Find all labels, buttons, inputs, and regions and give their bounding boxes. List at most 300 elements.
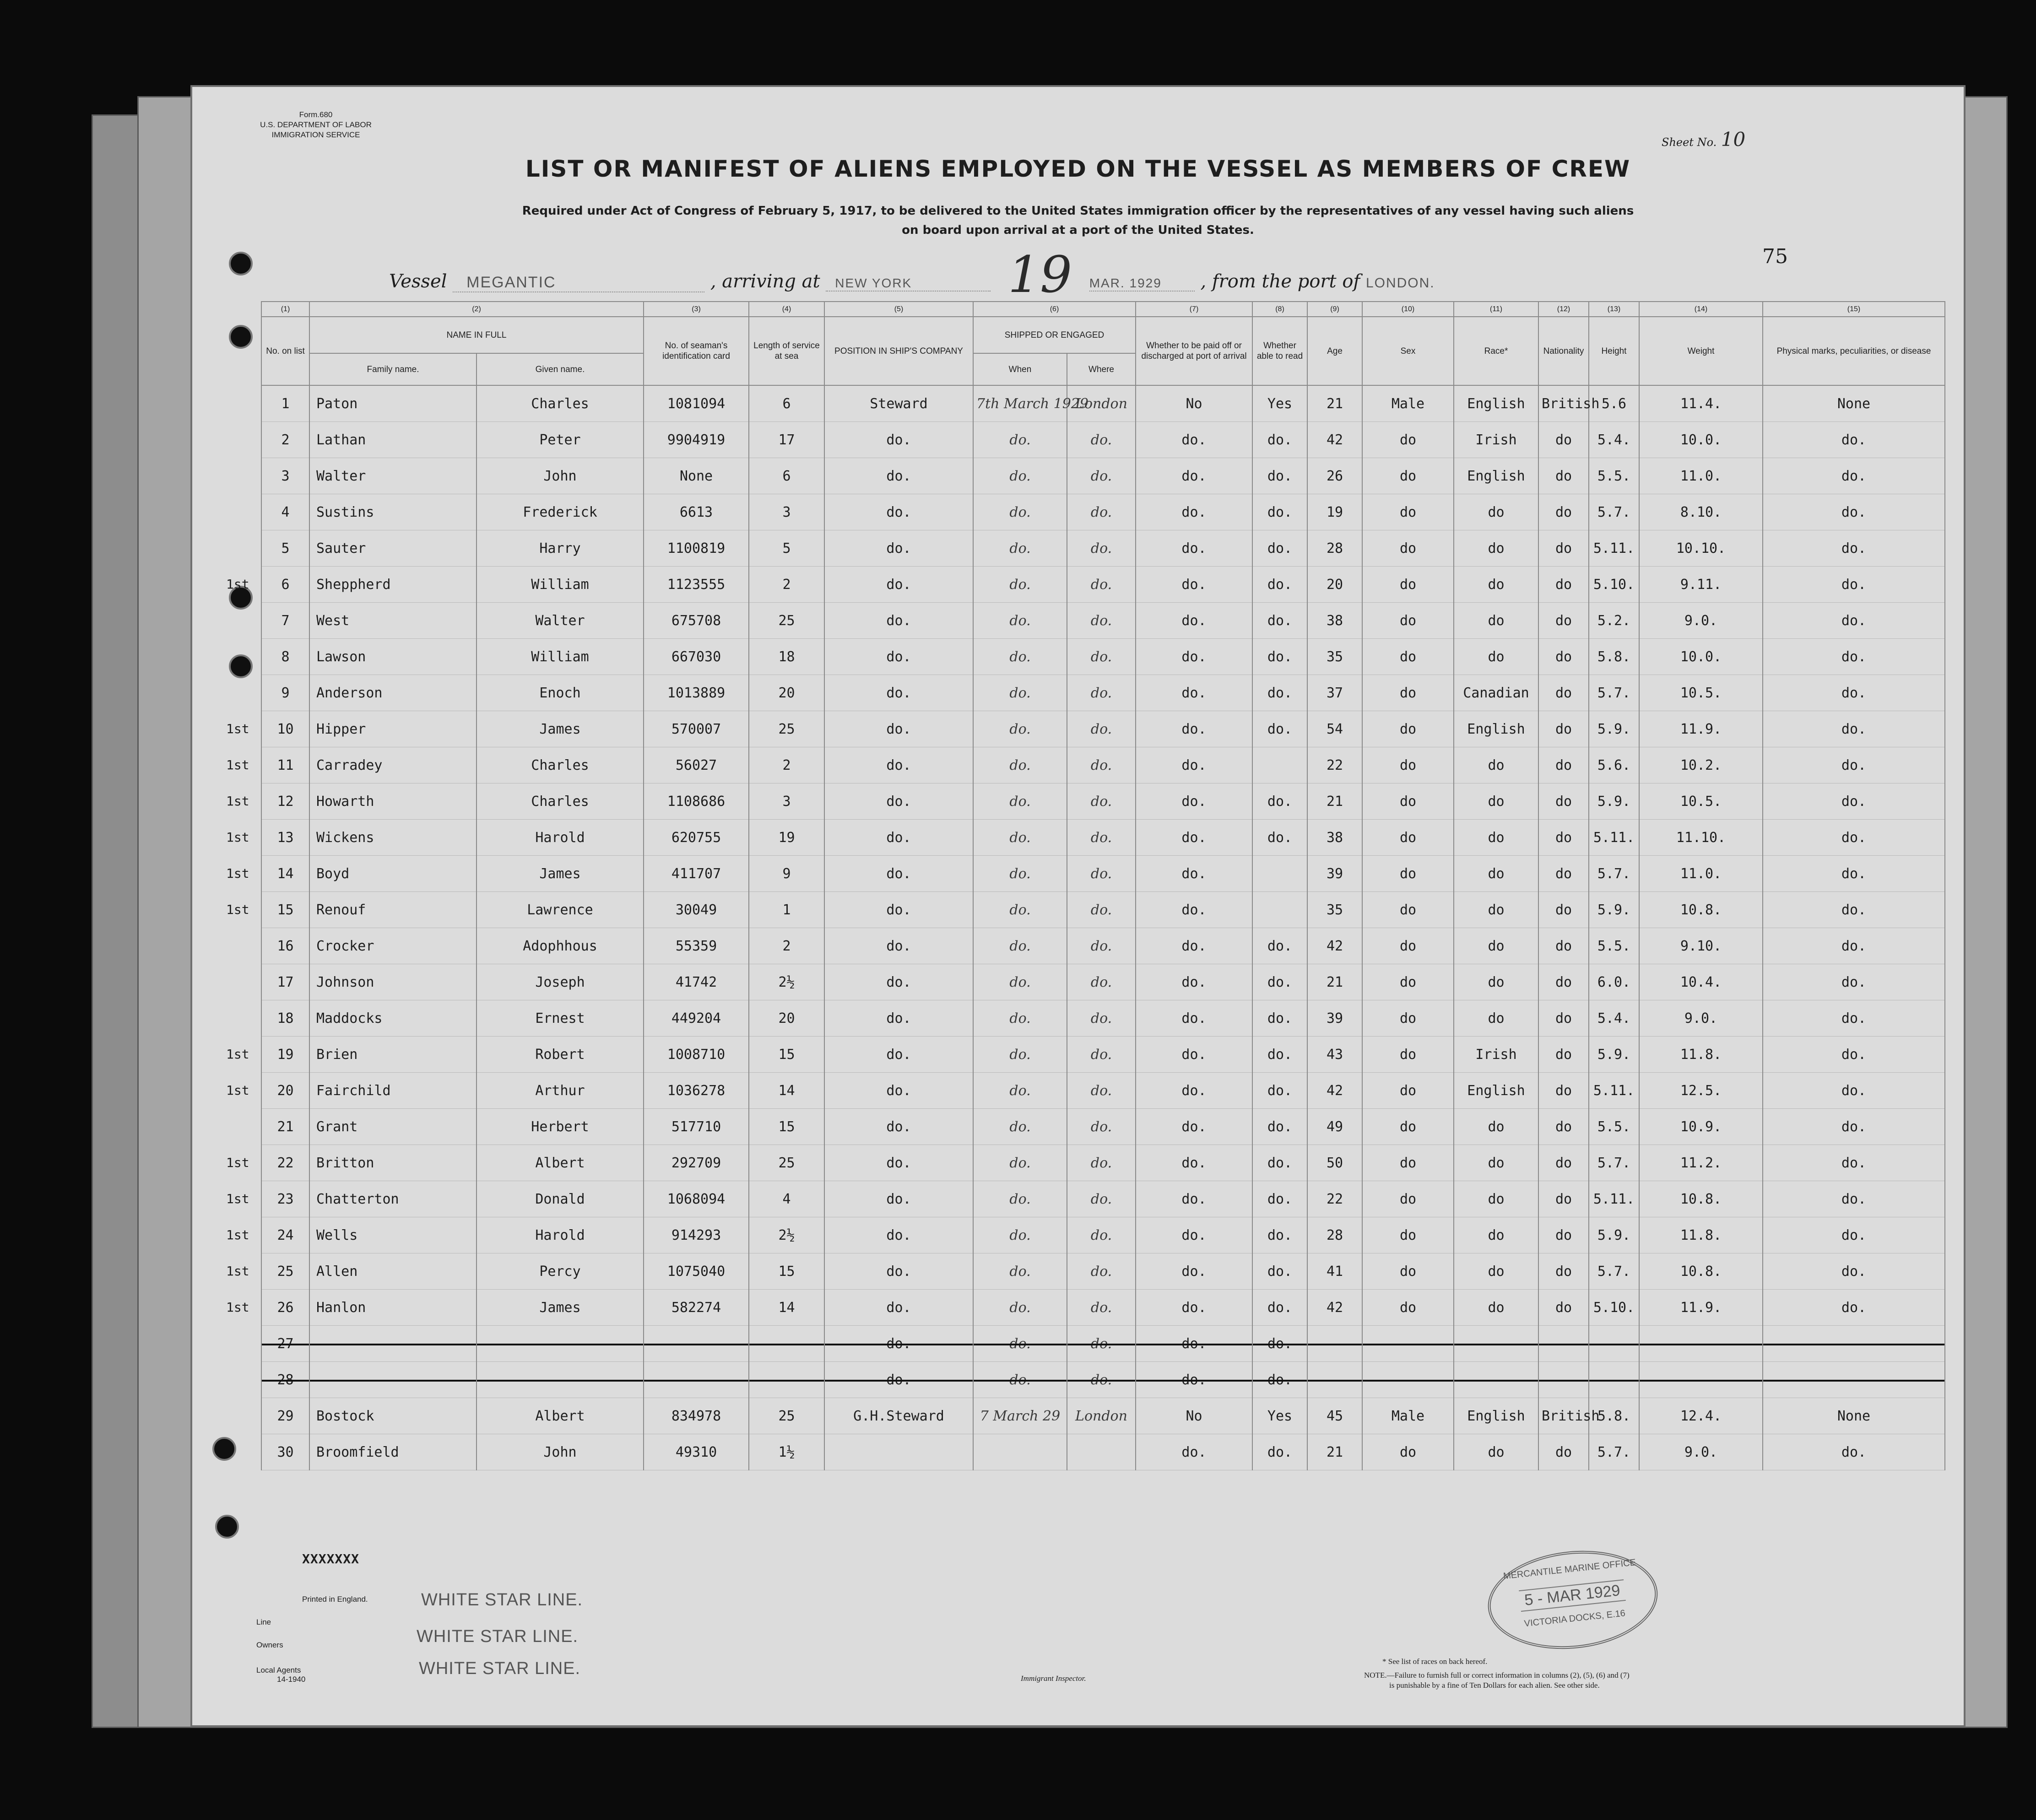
row-number: 10 (277, 721, 294, 737)
id-card-number-cell: 1068094 (644, 1181, 749, 1217)
weight-cell: 10.0. (1639, 422, 1763, 458)
length-of-service-cell: 4 (749, 1181, 824, 1217)
given-name-cell: Lawrence (477, 892, 644, 928)
age-cell: 50 (1307, 1145, 1362, 1181)
row-number-cell (226, 1145, 309, 1181)
given-name-cell: Robert (477, 1037, 644, 1073)
able-to-read-cell: do. (1252, 1037, 1307, 1073)
able-to-read-cell: do. (1252, 1181, 1307, 1217)
physical-marks-cell: do. (1763, 639, 1945, 675)
given-name-cell: William (477, 639, 644, 675)
nationality-cell: do (1538, 1145, 1589, 1181)
row-number-cell (261, 422, 309, 458)
able-to-read-cell: do. (1252, 1145, 1307, 1181)
shipped-when-cell: do. (973, 1181, 1067, 1217)
header-when: When (973, 353, 1067, 385)
row-number: 2 (281, 432, 290, 448)
paid-off-cell: do. (1136, 1253, 1252, 1290)
physical-marks-cell: do. (1763, 820, 1945, 856)
position-cell: do. (824, 458, 973, 494)
length-of-service-cell: 5 (749, 530, 824, 567)
given-name-cell: Charles (477, 385, 644, 422)
first-class-mark: 1st (226, 1155, 249, 1170)
sheet-label: Sheet No. (1662, 136, 1717, 149)
length-of-service-cell: 3 (749, 494, 824, 530)
department-name: U.S. DEPARTMENT OF LABOR (260, 120, 372, 129)
penalty-note-line-1: NOTE.—Failure to furnish full or correct information in columns (2), (5), (6) and (7) (1364, 1671, 1630, 1680)
nationality-cell: do (1538, 1181, 1589, 1217)
id-card-number-cell: 582274 (644, 1290, 749, 1326)
first-class-mark: 1st (226, 902, 249, 917)
shipped-where-cell: do. (1067, 494, 1136, 530)
nationality-cell: do (1538, 1217, 1589, 1253)
id-card-number-cell: 1081094 (644, 385, 749, 422)
position-cell: do. (824, 1217, 973, 1253)
family-name-cell: Hanlon (309, 1290, 477, 1326)
family-name-cell: Boyd (309, 856, 477, 892)
nationality-cell: do (1538, 1290, 1589, 1326)
shipped-when-cell: do. (973, 675, 1067, 711)
arriving-label: , arriving at (710, 271, 820, 292)
header-where: Where (1067, 353, 1136, 385)
length-of-service-cell: 2½ (749, 964, 824, 1000)
table-row (261, 1362, 1945, 1398)
nationality-cell: do (1538, 1434, 1589, 1470)
mercantile-marine-office-stamp (1483, 1543, 1662, 1657)
paid-off-cell: do. (1136, 747, 1252, 783)
table-row (261, 856, 1945, 892)
age-cell: 42 (1307, 1290, 1362, 1326)
first-class-mark: 1st (226, 721, 249, 736)
height-cell: 5.6 (1589, 385, 1639, 422)
race-cell: do (1454, 1217, 1538, 1253)
position-cell: do. (824, 675, 973, 711)
col-num-10: (10) (1362, 302, 1454, 317)
row-number-cell (261, 639, 309, 675)
id-card-number-cell: 1013889 (644, 675, 749, 711)
height-cell: 5.2. (1589, 603, 1639, 639)
id-card-number-cell: 1100819 (644, 530, 749, 567)
page-subtitle (284, 201, 1872, 240)
col-num-3: (3) (644, 302, 749, 317)
race-cell: do (1454, 747, 1538, 783)
shipped-where-cell: do. (1067, 747, 1136, 783)
shipped-where-cell: do. (1067, 783, 1136, 820)
race-cell: Canadian (1454, 675, 1538, 711)
row-number-cell (226, 1253, 309, 1290)
table-row (261, 820, 1945, 856)
row-number-cell (261, 1326, 309, 1362)
punch-hole (229, 654, 253, 678)
given-name-cell: Charles (477, 747, 644, 783)
row-number-cell (261, 385, 309, 422)
race-cell: do (1454, 928, 1538, 964)
height-cell: 5.6. (1589, 747, 1639, 783)
length-of-service-cell: 2½ (749, 1217, 824, 1253)
manifest-sheet (192, 87, 1964, 1725)
race-cell: do (1454, 639, 1538, 675)
shipped-where-cell: do. (1067, 1181, 1136, 1217)
paid-off-cell: do. (1136, 1434, 1252, 1470)
race-cell: do (1454, 1000, 1538, 1037)
physical-marks-cell: do. (1763, 1073, 1945, 1109)
sheet-number-block (1662, 128, 1745, 151)
shipped-where-cell: do. (1067, 1362, 1136, 1398)
weight-cell: 9.11. (1639, 567, 1763, 603)
nationality-cell: British (1538, 385, 1589, 422)
line-stamp: WHITE STAR LINE. (421, 1590, 583, 1609)
position-cell: do. (824, 1109, 973, 1145)
able-to-read-cell (1252, 856, 1307, 892)
sex-cell: do (1362, 639, 1454, 675)
punch-hole (215, 1515, 239, 1539)
given-name-cell: Walter (477, 603, 644, 639)
sex-cell: Male (1362, 1398, 1454, 1434)
table-row (261, 1109, 1945, 1145)
length-of-service-cell: 2 (749, 928, 824, 964)
shipped-when-cell: do. (973, 458, 1067, 494)
family-name-cell: Sustins (309, 494, 477, 530)
family-name-cell: Hipper (309, 711, 477, 747)
length-of-service-cell: 14 (749, 1073, 824, 1109)
local-agents-text: Local Agents (256, 1666, 301, 1674)
height-cell: 5.9. (1589, 1037, 1639, 1073)
physical-marks-cell: do. (1763, 892, 1945, 928)
given-name-cell (477, 1362, 644, 1398)
punch-hole (229, 252, 253, 275)
table-row (261, 892, 1945, 928)
from-label: , from the port of (1200, 271, 1360, 292)
row-number: 23 (277, 1191, 294, 1207)
paid-off-cell: do. (1136, 675, 1252, 711)
able-to-read-cell: do. (1252, 530, 1307, 567)
sex-cell: do (1362, 711, 1454, 747)
sex-cell: do (1362, 567, 1454, 603)
row-number-cell (261, 1362, 309, 1398)
given-name-cell (477, 1326, 644, 1362)
row-number: 28 (277, 1372, 294, 1388)
paid-off-cell: do. (1136, 1073, 1252, 1109)
age-cell: 45 (1307, 1398, 1362, 1434)
shipped-when-cell: do. (973, 1362, 1067, 1398)
nationality-cell: British (1538, 1398, 1589, 1434)
shipped-when-cell: do. (973, 964, 1067, 1000)
shipped-when-cell: do. (973, 856, 1067, 892)
shipped-when-cell: do. (973, 1000, 1067, 1037)
age-cell: 28 (1307, 530, 1362, 567)
weight-cell: 11.9. (1639, 711, 1763, 747)
header-physical-marks: Physical marks, peculiarities, or disease (1763, 317, 1945, 385)
stamp-office: MERCANTILE MARINE OFFICE (1503, 1557, 1636, 1582)
row-number: 13 (277, 829, 294, 846)
stamp-place: VICTORIA DOCKS, E.16 (1523, 1608, 1626, 1629)
race-cell (1454, 1362, 1538, 1398)
family-name-cell: Renouf (309, 892, 477, 928)
punch-hole (229, 325, 253, 349)
family-name-cell: Allen (309, 1253, 477, 1290)
height-cell: 5.11. (1589, 530, 1639, 567)
row-number: 1 (281, 395, 290, 412)
race-cell: English (1454, 458, 1538, 494)
height-cell: 5.7. (1589, 1434, 1639, 1470)
length-of-service-cell: 9 (749, 856, 824, 892)
length-of-service-cell: 25 (749, 1145, 824, 1181)
form-number: Form.680 (299, 110, 333, 119)
given-name-cell: Donald (477, 1181, 644, 1217)
shipped-where-cell: do. (1067, 1326, 1136, 1362)
race-cell: Irish (1454, 422, 1538, 458)
race-cell: do (1454, 1290, 1538, 1326)
physical-marks-cell: do. (1763, 711, 1945, 747)
race-cell: do (1454, 494, 1538, 530)
first-class-mark: 1st (226, 794, 249, 809)
shipped-when-cell: do. (973, 1290, 1067, 1326)
given-name-cell: Harry (477, 530, 644, 567)
subtitle-line-1: Required under Act of Congress of February 5, 1917, to be delivered to the United States immigration officer by the representatives of any vessel having such aliens (522, 204, 1634, 218)
weight-cell: 11.9. (1639, 1290, 1763, 1326)
length-of-service-cell: 17 (749, 422, 824, 458)
age-cell: 41 (1307, 1253, 1362, 1290)
paid-off-cell: do. (1136, 711, 1252, 747)
length-of-service-cell: 19 (749, 820, 824, 856)
weight-cell: 8.10. (1639, 494, 1763, 530)
race-cell: do (1454, 1109, 1538, 1145)
able-to-read-cell: do. (1252, 964, 1307, 1000)
given-name-cell: Adophhous (477, 928, 644, 964)
sex-cell: do (1362, 856, 1454, 892)
column-number-row (261, 302, 1945, 317)
col-num-7: (7) (1136, 302, 1252, 317)
shipped-when-cell: do. (973, 494, 1067, 530)
shipped-when-cell: do. (973, 1217, 1067, 1253)
nationality-cell: do (1538, 711, 1589, 747)
position-cell: do. (824, 747, 973, 783)
able-to-read-cell: do. (1252, 675, 1307, 711)
table-row (261, 1037, 1945, 1073)
position-cell: do. (824, 711, 973, 747)
first-class-mark: 1st (226, 830, 249, 845)
table-row (261, 1181, 1945, 1217)
race-cell: do (1454, 964, 1538, 1000)
id-card-number-cell: 570007 (644, 711, 749, 747)
row-number: 22 (277, 1155, 294, 1171)
col-num-9: (9) (1307, 302, 1362, 317)
nationality-cell: do (1538, 747, 1589, 783)
id-card-number-cell: 41742 (644, 964, 749, 1000)
age-cell: 35 (1307, 892, 1362, 928)
physical-marks-cell: do. (1763, 603, 1945, 639)
table-row (261, 1253, 1945, 1290)
id-card-number-cell: 517710 (644, 1109, 749, 1145)
header-id-card: No. of seaman's identification card (644, 317, 749, 385)
shipped-when-cell: 7 March 29 (973, 1398, 1067, 1434)
table-row (261, 675, 1945, 711)
position-cell: do. (824, 1181, 973, 1217)
table-row (261, 1398, 1945, 1434)
able-to-read-cell (1252, 892, 1307, 928)
weight-cell: 10.4. (1639, 964, 1763, 1000)
sex-cell (1362, 1326, 1454, 1362)
height-cell: 5.8. (1589, 639, 1639, 675)
given-name-cell: John (477, 458, 644, 494)
shipped-when-cell: do. (973, 1037, 1067, 1073)
race-cell: do (1454, 1181, 1538, 1217)
owners-label: Owners (256, 1641, 283, 1649)
id-card-number-cell: 914293 (644, 1217, 749, 1253)
shipped-where-cell: do. (1067, 1037, 1136, 1073)
family-name-cell: Wickens (309, 820, 477, 856)
family-name-cell: Paton (309, 385, 477, 422)
height-cell: 5.7. (1589, 675, 1639, 711)
paid-off-cell: do. (1136, 856, 1252, 892)
sex-cell: do (1362, 1181, 1454, 1217)
able-to-read-cell: do. (1252, 928, 1307, 964)
sex-cell: do (1362, 820, 1454, 856)
table-row (261, 1000, 1945, 1037)
stamp-date: 5 - MAR 1929 (1519, 1579, 1625, 1612)
header-paid-off: Whether to be paid off or discharged at port of arrival (1136, 317, 1252, 385)
table-row (261, 603, 1945, 639)
row-number-cell (261, 1000, 309, 1037)
able-to-read-cell: do. (1252, 1217, 1307, 1253)
row-number-cell (226, 1290, 309, 1326)
nationality-cell: do (1538, 820, 1589, 856)
table-row (261, 711, 1945, 747)
family-name-cell: Fairchild (309, 1073, 477, 1109)
race-cell: do (1454, 783, 1538, 820)
table-row (261, 458, 1945, 494)
physical-marks-cell: do. (1763, 1253, 1945, 1290)
first-class-mark: 1st (226, 1227, 249, 1242)
length-of-service-cell: 15 (749, 1109, 824, 1145)
shipped-when-cell: do. (973, 1109, 1067, 1145)
age-cell: 28 (1307, 1217, 1362, 1253)
height-cell: 5.11. (1589, 1073, 1639, 1109)
age-cell: 38 (1307, 820, 1362, 856)
row-number: 15 (277, 902, 294, 918)
height-cell: 5.9. (1589, 783, 1639, 820)
nationality-cell (1538, 1362, 1589, 1398)
given-name-cell: John (477, 1434, 644, 1470)
id-card-number-cell: 6613 (644, 494, 749, 530)
able-to-read-cell: do. (1252, 603, 1307, 639)
id-card-number-cell: 1123555 (644, 567, 749, 603)
row-number-cell (261, 494, 309, 530)
age-cell: 20 (1307, 567, 1362, 603)
weight-cell: 9.0. (1639, 603, 1763, 639)
row-number: 12 (277, 793, 294, 810)
family-name-cell: Sauter (309, 530, 477, 567)
age-cell: 35 (1307, 639, 1362, 675)
page-title: LIST OR MANIFEST OF ALIENS EMPLOYED ON THE VESSEL AS MEMBERS OF CREW (525, 156, 1631, 182)
nationality-cell: do (1538, 422, 1589, 458)
crew-manifest-table (226, 301, 1945, 1470)
row-number: 16 (277, 938, 294, 954)
id-card-number-cell (644, 1326, 749, 1362)
row-number: 9 (281, 685, 290, 701)
id-card-number-cell: 1036278 (644, 1073, 749, 1109)
shipped-where-cell: do. (1067, 1073, 1136, 1109)
able-to-read-cell: do. (1252, 458, 1307, 494)
row-number-cell (226, 1037, 309, 1073)
shipped-where-cell: do. (1067, 1000, 1136, 1037)
position-cell: do. (824, 1000, 973, 1037)
given-name-cell: Enoch (477, 675, 644, 711)
penalty-note (1364, 1670, 1941, 1690)
weight-cell: 11.8. (1639, 1217, 1763, 1253)
shipped-when-cell: do. (973, 1145, 1067, 1181)
shipped-where-cell (1067, 1434, 1136, 1470)
row-number: 8 (281, 648, 290, 665)
sex-cell: do (1362, 1037, 1454, 1073)
first-class-mark: 1st (226, 1264, 249, 1279)
shipped-where-cell: do. (1067, 964, 1136, 1000)
paid-off-cell: do. (1136, 1145, 1252, 1181)
row-number: 4 (281, 504, 290, 520)
shipped-when-cell: do. (973, 1073, 1067, 1109)
family-name-cell: Broomfield (309, 1434, 477, 1470)
shipped-where-cell: London (1067, 1398, 1136, 1434)
header-age: Age (1307, 317, 1362, 385)
row-number-cell (226, 783, 309, 820)
row-number: 21 (277, 1118, 294, 1135)
age-cell: 39 (1307, 856, 1362, 892)
shipped-when-cell: do. (973, 711, 1067, 747)
given-name-cell: Harold (477, 820, 644, 856)
physical-marks-cell: do. (1763, 494, 1945, 530)
paid-off-cell: do. (1136, 1000, 1252, 1037)
shipped-when-cell: do. (973, 892, 1067, 928)
position-cell: do. (824, 567, 973, 603)
race-cell: do (1454, 603, 1538, 639)
header-race: Race* (1454, 317, 1538, 385)
family-name-cell: Johnson (309, 964, 477, 1000)
sheet-number: 10 (1721, 128, 1746, 151)
row-number-cell (226, 711, 309, 747)
nationality-cell (1538, 1326, 1589, 1362)
family-name-cell: Britton (309, 1145, 477, 1181)
shipped-when-cell: do. (973, 1253, 1067, 1290)
local-agents-label (256, 1666, 305, 1684)
table-row (261, 1326, 1945, 1362)
position-cell: Steward (824, 385, 973, 422)
nationality-cell: do (1538, 458, 1589, 494)
age-cell: 42 (1307, 1073, 1362, 1109)
able-to-read-cell: do. (1252, 1109, 1307, 1145)
shipped-where-cell: London (1067, 385, 1136, 422)
shipped-when-cell: do. (973, 820, 1067, 856)
service-name: IMMIGRATION SERVICE (271, 130, 360, 139)
weight-cell: 10.8. (1639, 892, 1763, 928)
header-name-in-full: NAME IN FULL (309, 317, 644, 353)
row-number-cell (261, 928, 309, 964)
row-number-cell (226, 820, 309, 856)
id-card-number-cell: 30049 (644, 892, 749, 928)
weight-cell: 11.2. (1639, 1145, 1763, 1181)
shipped-when-cell: do. (973, 783, 1067, 820)
given-name-cell: Albert (477, 1145, 644, 1181)
weight-cell: 12.5. (1639, 1073, 1763, 1109)
id-card-number-cell: 449204 (644, 1000, 749, 1037)
row-number-cell (226, 1217, 309, 1253)
table-row (261, 494, 1945, 530)
age-cell: 21 (1307, 964, 1362, 1000)
row-number: 30 (277, 1444, 294, 1460)
paid-off-cell: do. (1136, 1362, 1252, 1398)
shipped-when-cell: do. (973, 639, 1067, 675)
given-name-cell: Albert (477, 1398, 644, 1434)
physical-marks-cell: do. (1763, 1145, 1945, 1181)
